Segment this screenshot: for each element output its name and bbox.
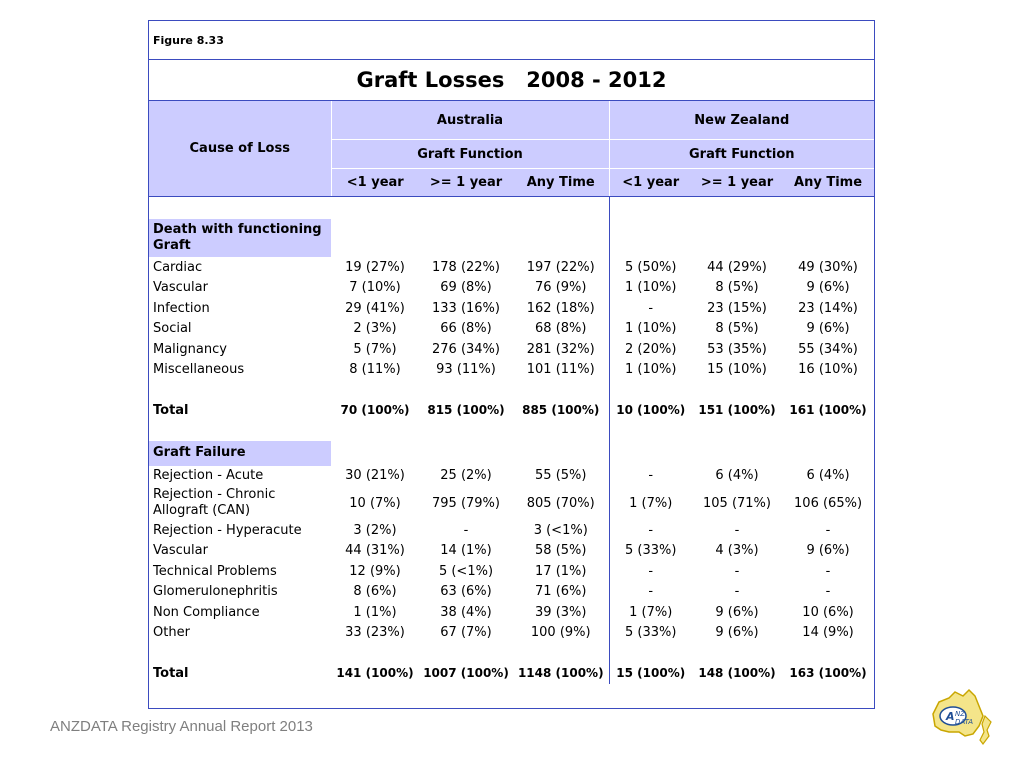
cell: 49 (30%) — [798, 259, 858, 275]
cell: 276 (34%) — [432, 341, 500, 357]
cell: 5 (50%) — [609, 257, 692, 278]
row-label: Social — [153, 321, 192, 337]
cell: 76 (9%) — [535, 280, 587, 296]
cell: 39 (3%) — [535, 604, 587, 620]
cell: 1 (10%) — [609, 278, 692, 299]
svg-text:A: A — [946, 710, 955, 723]
cell: 100 (9%) — [530, 625, 591, 641]
cell: 151 (100%) — [698, 403, 776, 418]
cell: 2 (3%) — [353, 321, 397, 337]
cell: 5 (33%) — [609, 623, 692, 644]
cell: 14 (1%) — [440, 543, 492, 559]
cell: 68 (8%) — [535, 321, 587, 337]
cell: 15 (100%) — [609, 663, 692, 684]
cell: 9 (6%) — [806, 280, 850, 296]
table-title: Graft Losses 2008 - 2012 — [149, 60, 874, 101]
row-label: Vascular — [153, 280, 208, 296]
cell: 885 (100%) — [522, 403, 600, 418]
cell: 17 (1%) — [535, 563, 587, 579]
table-row — [149, 466, 874, 487]
cell: 815 (100%) — [427, 403, 505, 418]
cell: 5 (33%) — [609, 541, 692, 562]
total-row — [149, 663, 874, 684]
cell: 58 (5%) — [535, 543, 587, 559]
table-row — [149, 623, 874, 644]
table-row — [149, 486, 874, 520]
cell: 162 (18%) — [526, 300, 595, 316]
cell: - — [463, 522, 469, 538]
cell: 1 (1%) — [353, 604, 397, 620]
row-label: Technical Problems — [153, 563, 277, 579]
cell: 6 (4%) — [715, 468, 759, 484]
cell: 161 (100%) — [789, 403, 867, 418]
cell: 8 (5%) — [715, 321, 759, 337]
cell: 805 (70%) — [526, 495, 595, 511]
cell: - — [609, 582, 692, 603]
row-label: Other — [153, 625, 190, 641]
cell: 15 (10%) — [707, 362, 767, 378]
row-label: Vascular — [153, 543, 208, 559]
cell: 5 (7%) — [353, 341, 397, 357]
graft-function-au-header: Graft Function — [331, 140, 609, 169]
cell: 163 (100%) — [789, 666, 867, 681]
graft-losses-table — [149, 21, 874, 684]
cell: 30 (21%) — [345, 468, 405, 484]
cell: 10 (6%) — [802, 604, 854, 620]
anzdata-logo — [925, 686, 1000, 748]
cell: 67 (7%) — [440, 625, 492, 641]
cell: 10 (7%) — [349, 495, 401, 511]
cell: 2 (20%) — [609, 339, 692, 360]
cell: 8 (6%) — [353, 584, 397, 600]
cell: 44 (31%) — [345, 543, 405, 559]
row-label: Non Compliance — [153, 604, 260, 620]
cell: - — [825, 563, 831, 579]
cell: 148 (100%) — [698, 666, 776, 681]
cell: 14 (9%) — [802, 625, 854, 641]
table-row — [149, 319, 874, 340]
total-row — [149, 400, 874, 421]
cell: 7 (10%) — [349, 280, 401, 296]
cell: 1 (10%) — [609, 319, 692, 340]
cell: 23 (14%) — [798, 300, 858, 316]
cell: 1007 (100%) — [423, 666, 509, 681]
cell: 105 (71%) — [703, 495, 771, 511]
table-row — [149, 541, 874, 562]
cell: 6 (4%) — [806, 468, 850, 484]
total-label: Total — [153, 665, 189, 681]
new-zealand-header: New Zealand — [609, 101, 874, 140]
graft-function-nz-header: Graft Function — [609, 140, 874, 169]
row-label: Malignancy — [153, 341, 227, 357]
table-row — [149, 278, 874, 299]
cell: 106 (65%) — [794, 495, 863, 511]
cell: 1 (10%) — [609, 360, 692, 381]
cell: 1148 (100%) — [517, 666, 604, 681]
cell: - — [734, 522, 740, 538]
table-row — [149, 561, 874, 582]
cell: 12 (9%) — [349, 563, 401, 579]
cell: 3 (<1%) — [533, 522, 588, 538]
col-header: <1 year — [609, 169, 692, 197]
cell: 23 (15%) — [707, 300, 767, 316]
row-label: Cardiac — [153, 259, 203, 275]
cell: 66 (8%) — [440, 321, 492, 337]
col-header: >= 1 year — [692, 169, 782, 197]
cell: 69 (8%) — [440, 280, 492, 296]
cell: - — [825, 522, 831, 538]
cell: 25 (2%) — [440, 468, 492, 484]
figure-label: Figure 8.33 — [149, 21, 874, 60]
cell: 33 (23%) — [345, 625, 405, 641]
cell: 9 (6%) — [806, 321, 850, 337]
cell: 9 (6%) — [715, 604, 759, 620]
cell: - — [734, 584, 740, 600]
cell: 1 (7%) — [609, 602, 692, 623]
cell: - — [825, 584, 831, 600]
table-row — [149, 360, 874, 381]
cell: - — [734, 563, 740, 579]
cell: 101 (11%) — [526, 362, 595, 378]
australia-header: Australia — [331, 101, 609, 140]
col-header: Any Time — [782, 169, 874, 197]
cell: 1 (7%) — [609, 486, 692, 520]
svg-text:NZ: NZ — [955, 710, 966, 718]
cell: 178 (22%) — [432, 259, 500, 275]
cell: 281 (32%) — [526, 341, 595, 357]
cell: 4 (3%) — [715, 543, 759, 559]
cell: 795 (79%) — [432, 495, 500, 511]
cell: 197 (22%) — [526, 259, 595, 275]
row-label: Rejection - Chronic Allograft (CAN) — [153, 487, 276, 518]
cell: 93 (11%) — [436, 362, 496, 378]
row-label: Glomerulonephritis — [153, 584, 278, 600]
table-row — [149, 582, 874, 603]
cell: 63 (6%) — [440, 584, 492, 600]
row-label: Rejection - Hyperacute — [153, 522, 302, 538]
cell: 29 (41%) — [345, 300, 405, 316]
section-heading-graft-failure: Graft Failure — [149, 441, 331, 466]
cell: 55 (5%) — [535, 468, 587, 484]
table-row — [149, 298, 874, 319]
cell: 3 (2%) — [353, 522, 397, 538]
cell: 5 (<1%) — [438, 563, 494, 579]
col-header: Any Time — [513, 169, 609, 197]
cell: 8 (5%) — [715, 280, 759, 296]
col-header: >= 1 year — [419, 169, 513, 197]
cell: 53 (35%) — [707, 341, 767, 357]
cell: 19 (27%) — [345, 259, 405, 275]
col-header: <1 year — [331, 169, 419, 197]
svg-text:DATA: DATA — [955, 718, 974, 726]
figure-frame — [148, 20, 875, 709]
cell: 133 (16%) — [432, 300, 500, 316]
cell: 44 (29%) — [707, 259, 767, 275]
cell: 70 (100%) — [340, 403, 410, 418]
cell: - — [609, 298, 692, 319]
cell: 9 (6%) — [806, 543, 850, 559]
row-label: Rejection - Acute — [153, 468, 264, 484]
cause-of-loss-header: Cause of Loss — [149, 101, 331, 197]
total-label: Total — [153, 402, 189, 418]
table-row — [149, 339, 874, 360]
cell: 8 (11%) — [349, 362, 401, 378]
table-row — [149, 520, 874, 541]
row-label: Infection — [153, 300, 210, 316]
cell: - — [609, 561, 692, 582]
cell: 141 (100%) — [336, 666, 414, 681]
footer-report-title: ANZDATA Registry Annual Report 2013 — [50, 718, 313, 735]
table-row — [149, 602, 874, 623]
cell: 38 (4%) — [440, 604, 492, 620]
cell: 16 (10%) — [798, 362, 858, 378]
cell: 71 (6%) — [535, 584, 587, 600]
section-heading-death: Death with functioning Graft — [149, 219, 331, 257]
cell: 55 (34%) — [798, 341, 858, 357]
cell: 9 (6%) — [715, 625, 759, 641]
row-label: Miscellaneous — [153, 362, 245, 378]
cell: - — [609, 466, 692, 487]
cell: 10 (100%) — [609, 400, 692, 421]
table-row — [149, 257, 874, 278]
cell: - — [609, 520, 692, 541]
